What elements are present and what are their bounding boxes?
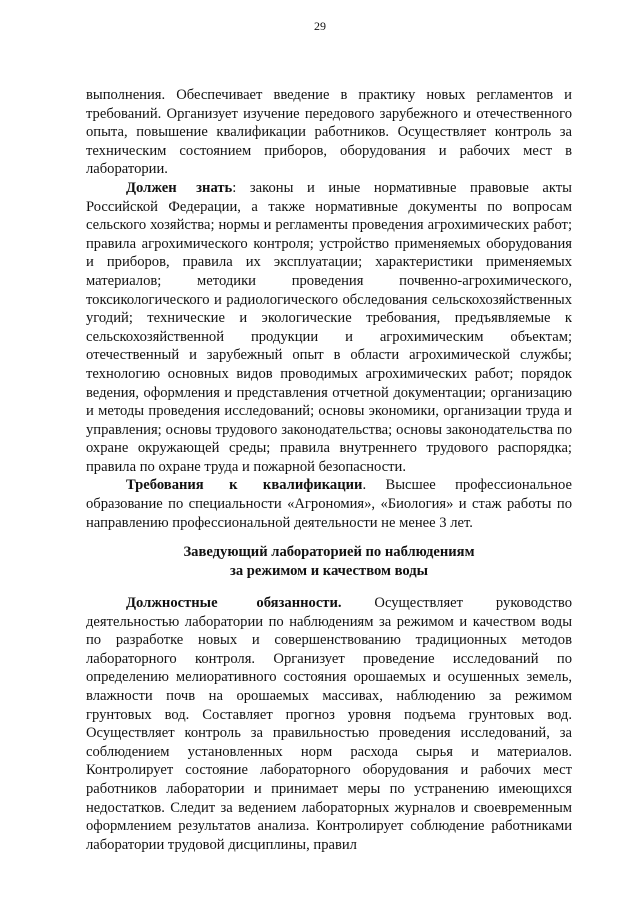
duties-lead: Должностные обязанности.: [126, 595, 342, 611]
must-know-text: : законы и иные нормативные правовые акты Российской Федерации, а также нормативные документы по вопросам сельского хозяйства; нормы и регламенты проведения агрохимических работ; правила агрохимического контроля; устройство применяемых оборудования и приборов, правила их эксплуатации; характеристики применяемых материалов; методики проведения почвенно-агрохимического, токсикологического и радиологического обследования сельскохозяйственных угодий; технические и экологические требования, предъявляемые к сельскохозяйственной продукции и агрохимическим объектам; отечественный и зарубежный опыт в области агрохимической службы; технологию основных видов проводимых агрохимических работ; порядок ведения, оформления и представления отчетной документации; организацию и методы проведения исследований; основы экономики, организации труда и управления; основы трудового законодательства; основы законодательства по охране окружающей среды; правила внутреннего трудового распорядка; правила по охране труда и пожарной безопасности.: [86, 179, 572, 475]
section-heading: [86, 543, 572, 581]
requirements-lead: Требования к квалификации: [126, 477, 363, 494]
requirements-text: . Высшее профессиональное образование по специальности «Агрономия», «Биология» и стаж работы по направлению профессиональной деятельности не менее 3 лет.: [86, 477, 572, 531]
paragraph-requirements: [86, 476, 572, 532]
paragraph-duties: [86, 594, 572, 854]
section-top: [86, 86, 572, 532]
paragraph-continuation: выполнения. Обеспечивает введение в практику новых регламентов и требований. Организует изучение передового зарубежного и отечественного опыта, повышение квалификации работников. Осуществляет контроль за техническим состоянием приборов, оборудования и рабочих мест в лаборатории.: [86, 87, 572, 178]
duties-text: Осуществляет руководство деятельностью лаборатории по наблюдениям за режимом и качеством воды по разработке новых и совершенствованию традиционных методов лабораторного контроля. Организует проведение исследований по определению мелиоративного состояния орошаемых и осушенных земель, влажности почв на орошаемых массивах, наблюдению за режимом грунтовых вод. Составляет прогноз уровня подъема грунтовых вод. Осуществляет контроль за правильностью проведения исследований, за соблюдением установленных норм расхода сырья и материалов. Контролирует состояние лабораторного оборудования и рабочих мест работников лаборатории и принимает меры по устранению имеющихся недостатков. Следит за ведением лабораторных журналов и своевременным оформлением результатов анализа. Контролирует соблюдение работниками лаборатории трудовой дисциплины, правил: [86, 595, 572, 853]
page-number: 29: [314, 19, 326, 33]
must-know-lead: Должен знать: [126, 179, 233, 196]
heading-line-2: за режимом и качеством воды: [229, 563, 429, 579]
paragraph-must-know: [86, 179, 572, 477]
section-duties: [86, 594, 572, 854]
heading-line-1: Заведующий лабораторией по наблюдениям: [183, 544, 475, 560]
